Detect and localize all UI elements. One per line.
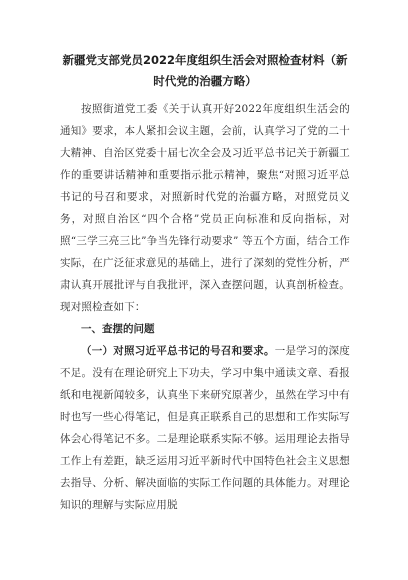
document-page (60, 50, 350, 516)
intro-paragraph: 按照街道党工委《关于认真开好2022年度组织生活会的通知》要求，本人紧扣会议主题，会前，认真学习了党的二十大精神、自治区党委十届七次全会及习近平总书记关于新疆工作的重要讲话精神和重要指示批示精神，聚焦“对照习近平总书记的号召和要求，对照新时代党的治疆方略，对照党员义务，对照自治区“四个合格”党员正向标准和反向指标，对照“三学三亮三比”争当先锋行动要求” 等五个方面，结合工作实际，在广泛征求意见的基础上，进行了深刻的党性分析，严肃认真开展批评与自我批评，深入查摆问题，认真剖析检查。现对照检查如下： (60, 103, 350, 313)
subsection-body: 一是学习的深度不足。没有在理论研究上下功夫，学习中集中通读文章、看报纸和电视新闻较多，认真坐下来研究原著少，虽然在学习中有时也写一些心得笔记，但是真正联系自己的思想和工作实际写体会心得笔记不多。二是理论联系实际不够。运用理论去指导工作上有差距，缺乏运用习近平新时代中国特色社会主义思想去指导、分析、解决面临的实际工作问题的具体能力。对理论知识的理解与实际应用脱 (60, 345, 350, 511)
section-heading: 一、查摆的问题 (81, 323, 155, 335)
subsection-heading: （一）对照习近平总书记的号召和要求。 (81, 345, 275, 357)
subsection-paragraph (60, 340, 350, 516)
document-title: 新疆党支部党员2022年度组织生活会对照检查材料（新时代党的治疆方略） (62, 53, 348, 88)
